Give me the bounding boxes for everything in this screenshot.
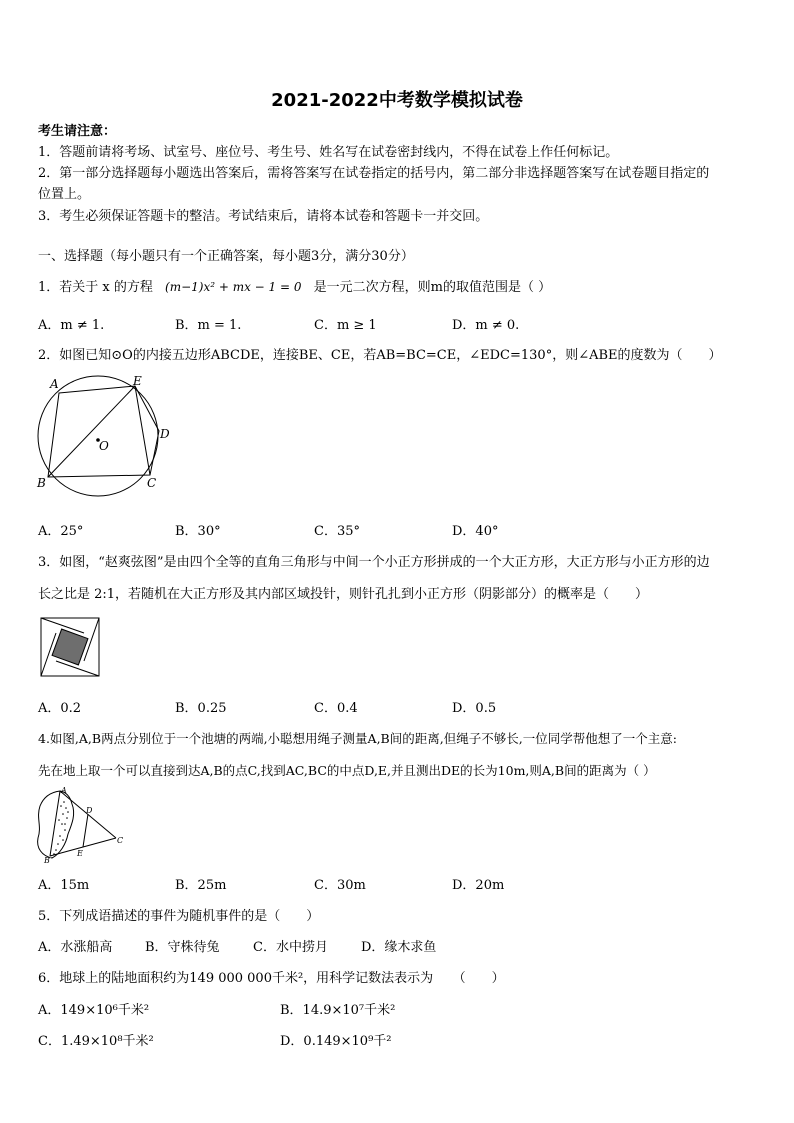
label-b: B — [44, 856, 50, 864]
option-d: D．40° — [452, 524, 499, 539]
option-d: D．0.5 — [452, 701, 497, 716]
label-d: D — [86, 806, 93, 815]
label-d: D — [160, 427, 170, 441]
question-2-stem: 2．如图已知⊙O的内接五边形ABCDE，连接BE、CE，若AB=BC=CE，∠EDC=130°，则∠ABE的度数为（ ） — [38, 348, 722, 363]
option-c: C．m ≥ 1 — [314, 318, 377, 333]
label-a: A — [50, 377, 59, 391]
notice-heading: 考生请注意： — [38, 124, 117, 139]
question-4-stem-line1: 4.如图,A,B两点分别位于一个池塘的两端,小聪想用绳子测量A,B间的距离,但绳子不够长,一位同学帮他想了一个主意: — [38, 731, 677, 746]
option-d: D．0.149×10⁹千² — [280, 1034, 392, 1049]
option-b: B．0.25 — [175, 701, 227, 716]
option-a: A．25° — [38, 524, 84, 539]
segment-de — [83, 814, 88, 847]
question-3-stem-line1: 3．如图，“赵爽弦图”是由四个全等的直角三角形与中间一个小正方形拼成的一个大正方形，大正方形与小正方形的边 — [38, 555, 710, 570]
notice-item: 1．答题前请将考场、试室号、座位号、考生号、姓名写在试卷密封线内，不得在试卷上作任何标记。 — [38, 145, 619, 160]
question-1-stem: 1．若关于 x 的方程 — [38, 280, 153, 295]
label-c: C — [147, 476, 157, 490]
option-b: B．30° — [175, 524, 221, 539]
option-c: C．1.49×10⁸千米² — [38, 1034, 154, 1049]
question-4-stem-line2: 先在地上取一个可以直接到达A,B的点C,找到AC,BC的中点D,E,并且测出DE的长为10m,则A,B间的距离为（ ） — [38, 763, 656, 778]
option-c: C．水中捞月 — [253, 940, 328, 955]
question-5-stem: 5．下列成语描述的事件为随机事件的是（ ） — [38, 909, 320, 924]
option-a: A．水涨船高 — [38, 940, 113, 955]
option-a: A．149×10⁶千米² — [38, 1003, 150, 1018]
option-b: B．m = 1. — [175, 318, 242, 333]
circle-o — [38, 376, 158, 496]
option-b: B．守株待兔 — [145, 940, 220, 955]
option-d: D．m ≠ 0. — [452, 318, 520, 333]
question-1 — [38, 276, 551, 295]
question-6-stem: 6．地球上的陆地面积约为149 000 000千米²，用科学记数法表示为 （ ） — [38, 971, 505, 986]
option-c: C．30m — [314, 878, 366, 893]
option-d: D．20m — [452, 878, 505, 893]
option-b: B．14.9×10⁷千米² — [280, 1003, 396, 1018]
option-a: A．0.2 — [38, 701, 82, 716]
option-a: A．m ≠ 1. — [38, 318, 105, 333]
option-c: C．35° — [314, 524, 360, 539]
label-a: A — [61, 786, 67, 795]
notice-item: 位置上。 — [38, 187, 91, 202]
option-d: D．缘木求鱼 — [361, 940, 437, 955]
question-3-stem-line2: 长之比是 2:1，若随机在大正方形及其内部区域投针，则针孔扎到小正方形（阴影部分）的概率是（ ） — [38, 587, 649, 602]
notice-item: 2．第一部分选择题每小题选出答案后，需将答案写在试卷指定的括号内，第二部分非选择题答案写在试卷题目指定的 — [38, 166, 710, 181]
label-c: C — [117, 836, 124, 845]
question-1-formula: (m−1)x² + mx − 1 = 0 — [165, 280, 302, 294]
option-c: C．0.4 — [314, 701, 358, 716]
label-o: O — [99, 439, 109, 453]
circle-pentagon-figure — [30, 372, 180, 497]
label-e: E — [133, 374, 142, 388]
page-title: 2021-2022中考数学模拟试卷 — [271, 90, 523, 111]
zhao-shuang-figure — [40, 617, 102, 679]
label-e: E — [77, 849, 83, 858]
option-a: A．15m — [38, 878, 90, 893]
option-b: B．25m — [175, 878, 227, 893]
label-b: B — [37, 476, 46, 490]
segment-be — [48, 386, 135, 477]
section-heading: 一、选择题（每小题只有一个正确答案，每小题3分，满分30分） — [38, 249, 414, 264]
question-1-stem-end: 是一元二次方程，则m的取值范围是（ ） — [313, 280, 552, 295]
notice-item: 3．考生必须保证答题卡的整洁。考试结束后，请将本试卷和答题卡一并交回。 — [38, 209, 489, 224]
pond-figure — [32, 786, 128, 864]
